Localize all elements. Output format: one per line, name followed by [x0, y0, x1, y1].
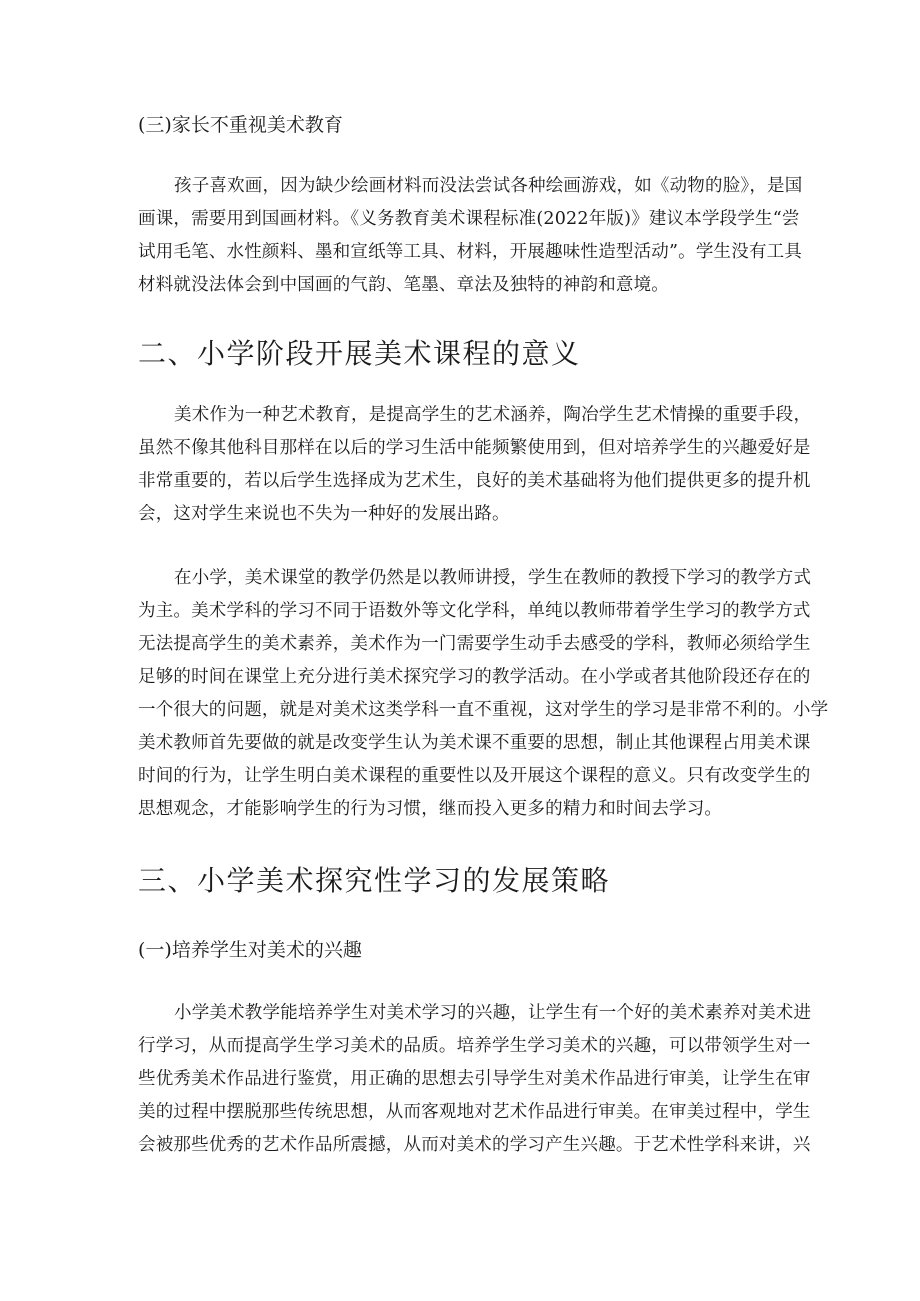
- paragraph-line: 小学美术教学能培养学生对美术学习的兴趣，让学生有一个好的美术素养对美术进: [174, 1003, 812, 1023]
- paragraph-line: 美术教师首先要做的就是改变学生认为美术课不重要的思想，制止其他课程占用美术课: [138, 733, 811, 753]
- paragraph-line: 足够的时间在课堂上充分进行美术探究学习的教学活动。在小学或者其他阶段还存在的: [138, 667, 811, 687]
- paragraph-line: 非常重要的，若以后学生选择成为艺术生，良好的美术基础将为他们提供更多的提升机: [138, 471, 811, 491]
- paragraph-line: 些优秀美术作品进行鉴赏，用正确的思想去引导学生对美术作品进行审美，让学生在审: [138, 1069, 811, 1089]
- paragraph-line: 在小学，美术课堂的教学仍然是以教师讲授，学生在教师的教授下学习的教学方式: [174, 568, 812, 588]
- paragraph-line: 美术作为一种艺术教育，是提高学生的艺术涵养，陶冶学生艺术情操的重要手段，: [174, 405, 812, 425]
- paragraph-line: 孩子喜欢画，因为缺少绘画材料而没法尝试各种绘画游戏，如《动物的脸》，是国: [174, 176, 803, 196]
- subheading-cultivate-interest: (一)培养学生对美术的兴趣: [138, 939, 362, 961]
- paragraph-line: 材料就没法体会到中国画的气韵、笔墨、章法及独特的神韵和意境。: [138, 275, 669, 295]
- paragraph-line: 思想观念，才能影响学生的行为习惯，继而投入更多的精力和时间去学习。: [138, 799, 723, 819]
- section-heading-significance: 二、小学阶段开展美术课程的意义: [138, 337, 581, 370]
- paragraph-line: 画课，需要用到国画材料。《义务教育美术课程标准(2022年版)》建议本学段学生“尝: [138, 209, 800, 229]
- paragraph-line: 会被那些优秀的艺术作品所震撼，从而对美术的学习产生兴趣。于艺术性学科来讲，兴: [138, 1135, 811, 1155]
- subheading-parents-neglect: (三)家长不重视美术教育: [138, 114, 343, 136]
- paragraph-line: 时间的行为，让学生明白美术课程的重要性以及开展这个课程的意义。只有改变学生的: [138, 766, 811, 786]
- paragraph-line: 行学习，从而提高学生学习美术的品质。培养学生学习美术的兴趣，可以带领学生对一: [138, 1036, 811, 1056]
- paragraph-line: 为主。美术学科的学习不同于语数外等文化学科，单纯以教师带着学生学习的教学方式: [138, 601, 811, 621]
- paragraph-line: 会，这对学生来说也不失为一种好的发展出路。: [138, 504, 510, 524]
- paragraph-line: 试用毛笔、水性颜料、墨和宣纸等工具、材料，开展趣味性造型活动”。学生没有工具: [138, 242, 803, 262]
- paragraph-line: 美的过程中摆脱那些传统思想，从而客观地对艺术作品进行审美。在审美过程中，学生: [138, 1102, 811, 1122]
- paragraph-line: 虽然不像其他科目那样在以后的学习生活中能频繁使用到，但对培养学生的兴趣爱好是: [138, 438, 811, 458]
- paragraph-line: 无法提高学生的美术素养，美术作为一门需要学生动手去感受的学科，教师必须给学生: [138, 634, 811, 654]
- paragraph-line: 一个很大的问题，就是对美术这类学科一直不重视，这对学生的学习是非常不利的。小学: [138, 700, 829, 720]
- section-heading-strategies: 三、小学美术探究性学习的发展策略: [138, 864, 611, 897]
